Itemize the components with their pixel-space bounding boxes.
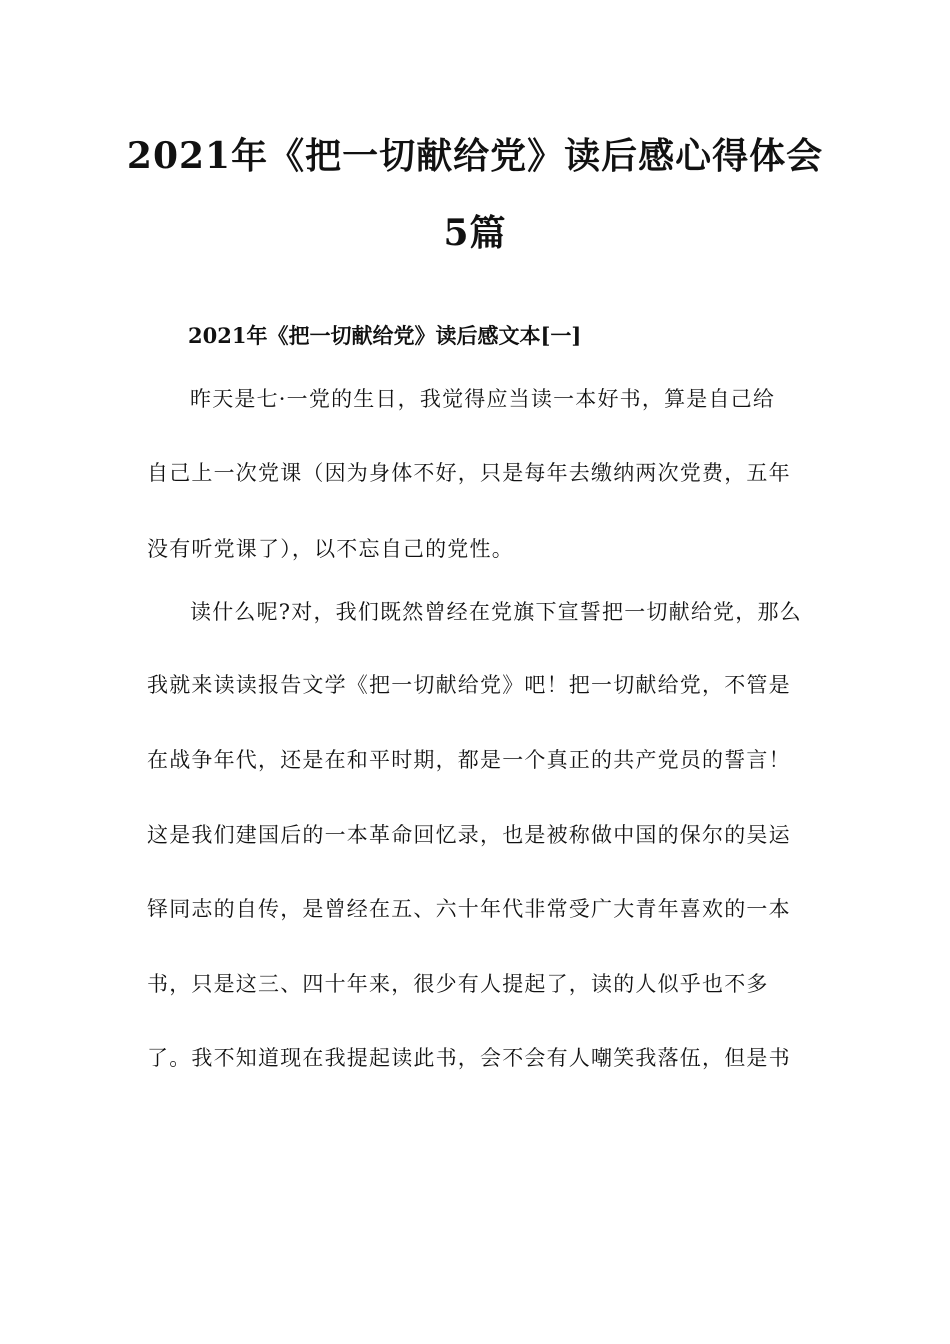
paragraph-line: 读什么呢?对，我们既然曾经在党旗下宣誓把一切献给党，那么 xyxy=(190,600,802,624)
paragraph-line: 了。我不知道现在我提起读此书，会不会有人嘲笑我落伍，但是书 xyxy=(147,1046,791,1070)
paragraph-line: 在战争年代，还是在和平时期，都是一个真正的共产党员的誓言！ xyxy=(147,748,791,772)
paragraph-line: 自己上一次党课（因为身体不好，只是每年去缴纳两次党费，五年 xyxy=(147,461,791,485)
document-title-line-1: 2021年《把一切献给党》读后感心得体会 xyxy=(126,135,824,177)
paragraph-line: 昨天是七·一党的生日，我觉得应当读一本好书，算是自己给 xyxy=(190,387,776,411)
paragraph-line: 这是我们建国后的一本革命回忆录，也是被称做中国的保尔的吴运 xyxy=(147,823,791,847)
paragraph-line: 书，只是这三、四十年来，很少有人提起了，读的人似乎也不多 xyxy=(147,972,769,996)
document-title-line-2: 5篇 xyxy=(443,212,507,254)
paragraph-line: 我就来读读报告文学《把一切献给党》吧！把一切献给党，不管是 xyxy=(147,673,791,697)
section-heading: 2021年《把一切献给党》读后感文本[一] xyxy=(188,323,582,348)
paragraph-line: 没有听党课了），以不忘自己的党性。 xyxy=(147,537,514,561)
paragraph-line: 铎同志的自传，是曾经在五、六十年代非常受广大青年喜欢的一本 xyxy=(147,897,791,921)
